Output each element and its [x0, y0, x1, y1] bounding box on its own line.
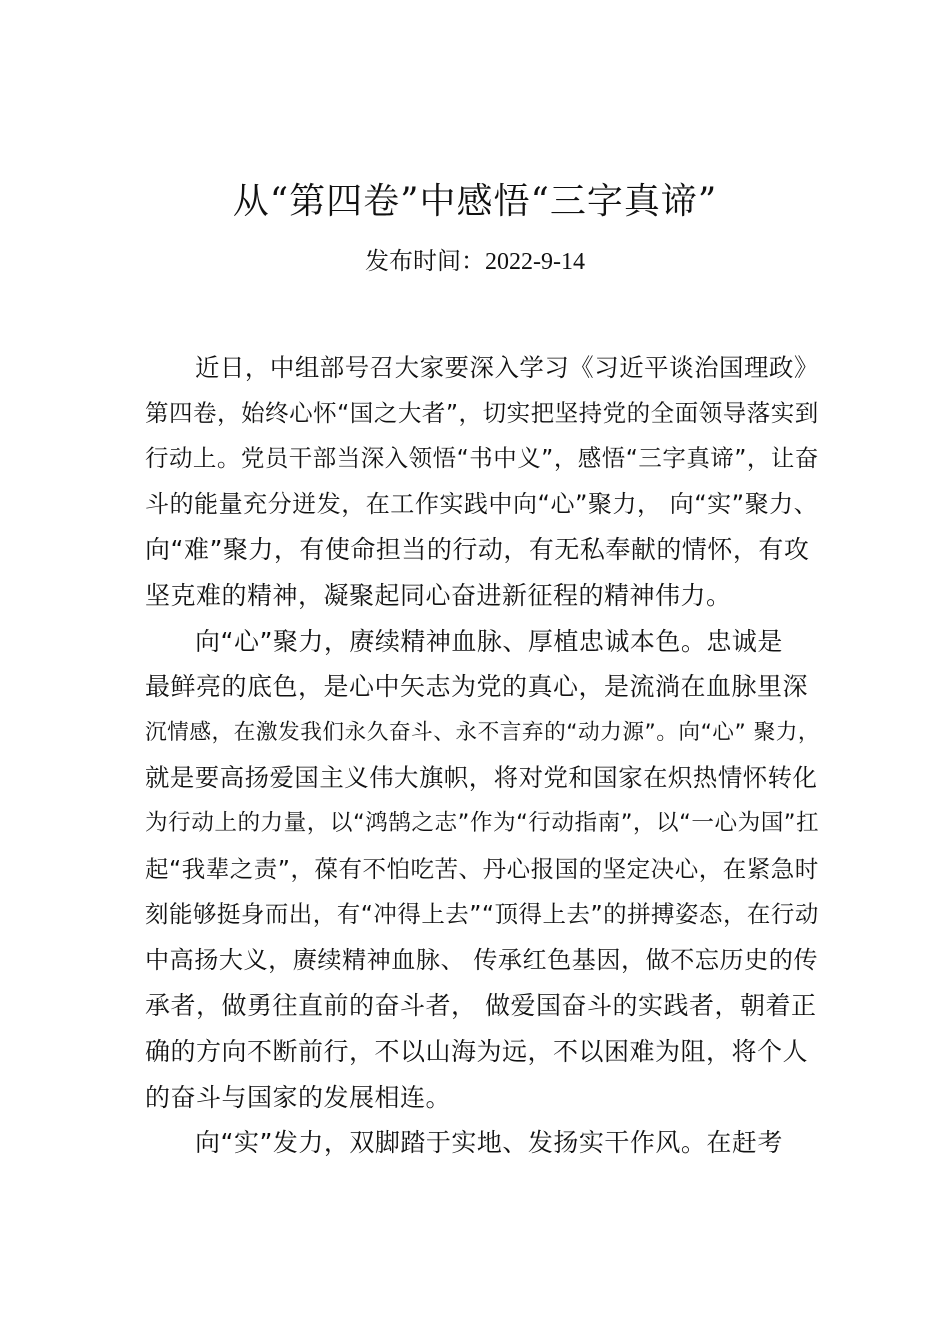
paragraph-2-line-2: 最鲜亮的底色，是心中矢志为党的真心，是流淌在血脉里深	[145, 672, 809, 702]
paragraph-2-line-11: 的奋斗与国家的发展相连。	[145, 1082, 452, 1112]
paragraph-1-line-2: 第四卷，始终心怀“国之大者”，切实把坚持党的全面领导落实到	[145, 398, 819, 427]
paragraph-2-line-7: 刻能够挺身而出，有“冲得上去”“顶得上去”的拼搏姿态，在行动	[145, 900, 819, 929]
publish-date-value: 2022-9-14	[485, 249, 585, 275]
document-title: 从“第四卷”中感悟“三字真谛”	[232, 181, 718, 222]
article-body	[145, 345, 825, 1166]
publish-date-label: 发布时间：	[365, 247, 485, 275]
paragraph-1-line-1: 近日，中组部号召大家要深入学习《习近平谈治国理政》	[195, 353, 819, 382]
publish-date-line	[0, 243, 950, 280]
paragraph-1-line-6: 坚克难的精神，凝聚起同心奋进新征程的精神伟力。	[145, 580, 732, 610]
paragraph-2-line-6: 起“我辈之责”，葆有不怕吃苦、丹心报国的坚定决心，在紧急时	[145, 854, 819, 883]
paragraph-2-line-4: 就是要高扬爱国主义伟大旗帜，将对党和国家在炽热情怀转化	[145, 763, 818, 793]
paragraph-1-line-4: 斗的能量充分迸发，在工作实践中向“心”聚力， 向“实”聚力、	[145, 489, 819, 518]
paragraph-2-line-3: 沉情感，在激发我们永久奋斗、永不言弃的“动力源”。向“心” 聚力，	[145, 719, 821, 745]
paragraph-2-line-8: 中高扬大义，赓续精神血脉、 传承红色基因，做不忘历史的传	[145, 945, 819, 974]
paragraph-1-line-5: 向“难”聚力，有使命担当的行动，有无私奉献的情怀，有攻	[145, 535, 810, 565]
paragraph-1-line-3: 行动上。党员干部当深入领悟“书中义”，感悟“三字真谛”，让奋	[145, 444, 819, 473]
paragraph-2-line-10: 确的方向不断前行，不以山海为远，不以困难为阻，将个人	[145, 1036, 809, 1066]
paragraph-2-line-5: 为行动上的力量，以“鸿鹄之志”作为“行动指南”，以“一心为国”扛	[145, 809, 820, 836]
paragraph-2-line-9: 承者，做勇往直前的奋斗者， 做爱国奋斗的实践者，朝着正	[145, 991, 817, 1021]
paragraph-2-line-1: 向“心”聚力，赓续精神血脉、厚植忠诚本色。忠诚是	[195, 626, 783, 656]
paragraph-3-line-1: 向“实”发力，双脚踏于实地、发扬实干作风。在赶考	[195, 1128, 783, 1158]
